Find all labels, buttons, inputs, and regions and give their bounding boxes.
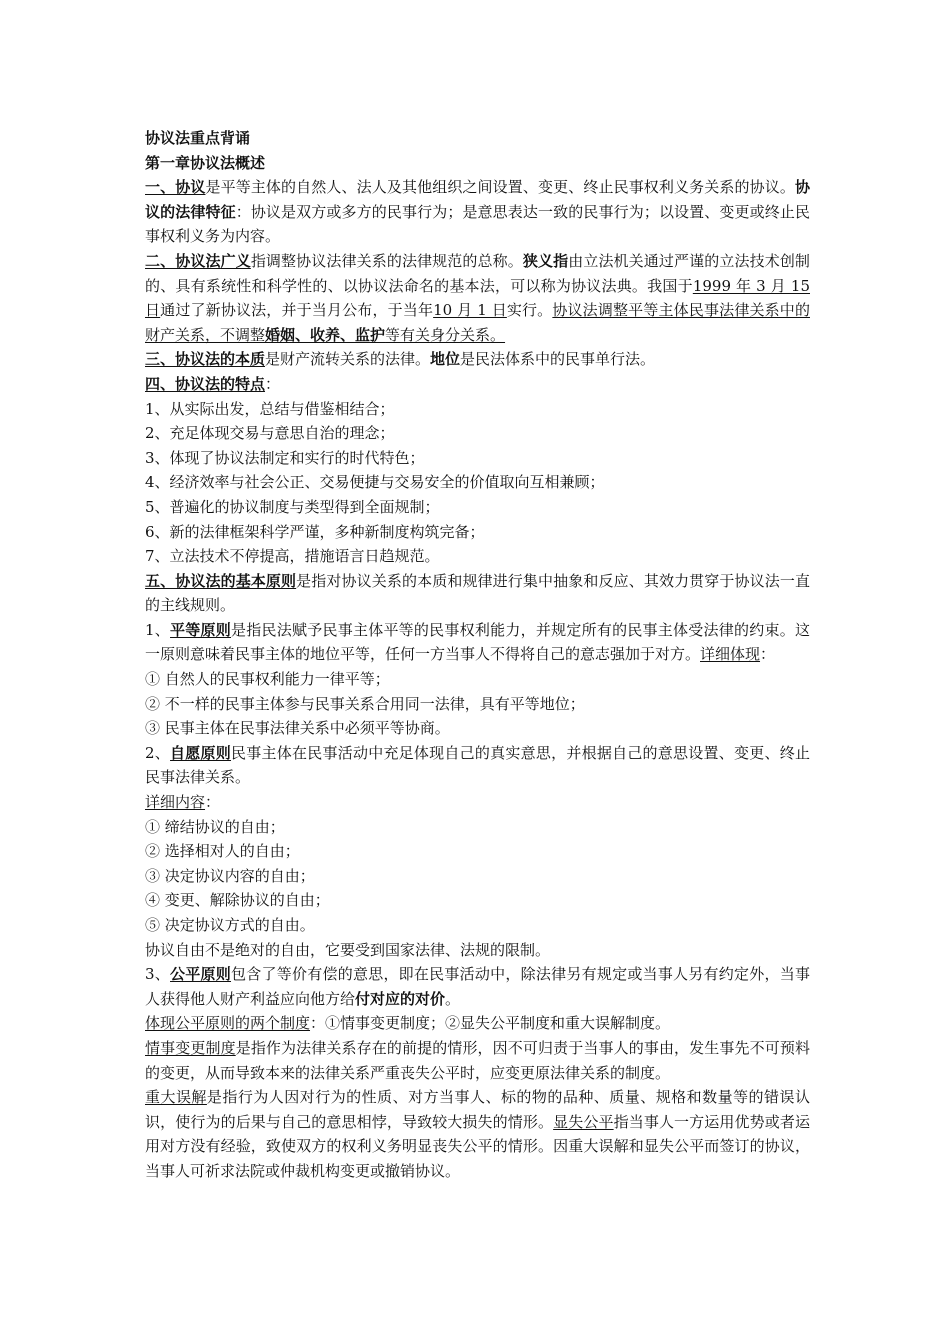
section-5-text: 是指对协议关系的本质和规律进行集中抽象和反应、其效力贯穿于协议法一直的主线规则。 (145, 571, 810, 615)
section-2-date-effective: 10 月 1 日 (433, 301, 507, 320)
section-1-paragraph (145, 175, 810, 249)
list-item: ① 缔结协议的自由； (145, 817, 285, 836)
section-2-text-2: 由立法机关通过严谨的立法技术创制的、具有系统性和科学性的、以协议法命名的基本法，可以称为协议法典。我国于 (145, 251, 810, 295)
section-4-heading: 四、协议法的特点 (145, 374, 266, 393)
section-2-excluded: 婚姻、收养、监护 (265, 325, 386, 344)
list-item: ③ 决定协议内容的自由； (145, 866, 315, 885)
principle-2-detail-label: 详细内容 (145, 793, 206, 812)
list-item: 1、从实际出发，总结与借鉴相结合； (145, 399, 395, 418)
principle-3-period: 。 (445, 989, 461, 1008)
chapter-heading: 第一章协议法概述 (145, 153, 266, 172)
section-2-term-narrow: 狭义指 (522, 251, 569, 270)
misunderstanding-text: 是指行为人因对行为的性质、对方当事人、标的物的品种、质量、规格和数量等的错误认识，使行为的后果与自己的意思相悖，导致较大损失的情形。 (145, 1088, 810, 1131)
section-2-date-passed: 1999 年 3 月 15 日 (145, 276, 810, 320)
section-2-text-4: 实行。 (506, 301, 553, 320)
section-3-text: 是财产流转关系的法律。 (265, 350, 431, 369)
unfairness-text: 指当事人一方运用优势或者运用对方没有经验，致使双方的权利义务明显丧失公平的情形。因重大误解和显失公平而签订的协议，当事人可祈求法院或仲裁机构变更或撤销协议。 (145, 1112, 810, 1180)
section-1-heading: 一、协议 (145, 178, 206, 197)
document-page (145, 126, 810, 1184)
list-item: ① 自然人的民事权利能力一律平等； (145, 670, 390, 689)
principle-1-heading: 平等原则 (170, 620, 232, 639)
principle-2-number: 2、 (145, 743, 171, 762)
principle-2-text: 民事主体在民事活动中充足体现自己的真实意思，并根据自己的意思设置、变更、终止民事法律关系。 (145, 743, 810, 787)
list-item: 2、充足体现交易与意思自治的理念； (145, 424, 395, 443)
principle-1-number: 1、 (145, 620, 171, 639)
section-5-paragraph (145, 569, 810, 618)
section-2-text: 指调整协议法律关系的法律规范的总称。 (250, 251, 523, 270)
section-2-term-broad: 广义 (220, 251, 251, 270)
section-5-heading (145, 572, 296, 590)
section-3-text-2: 是民法体系中的民事单行法。 (460, 350, 656, 369)
list-item: ② 选择相对人的自由； (145, 842, 300, 861)
unfairness-term: 显失公平 (553, 1112, 614, 1131)
section-2-scope-text-2: 等有关身分关系。 (385, 325, 506, 344)
change-of-circumstances-paragraph (145, 1036, 810, 1085)
principle-2-heading: 自愿原则 (170, 743, 232, 762)
fairness-systems-line (145, 1011, 810, 1036)
misunderstanding-term: 重大误解 (145, 1088, 207, 1107)
principle-3-number: 3、 (145, 965, 171, 984)
section-5-heading-text: 五、协议法的基本原则 (145, 571, 297, 590)
list-item: ⑤ 决定协议方式的自由。 (145, 916, 315, 934)
list-item: 5、普遍化的协议制度与类型得到全面规制； (145, 497, 440, 516)
document-title: 协议法重点背诵 (145, 129, 251, 147)
list-item: 4、经济效率与社会公正、交易便捷与交易安全的价值取向互相兼顾； (145, 473, 605, 492)
principle-3-text: 包含了等价有偿的意思，即在民事活动中，除法律另有规定或当事人另有约定外，当事人获得他人财产利益应向他方给 (145, 965, 810, 1008)
section-4-colon: ： (265, 374, 281, 393)
list-item: ② 不一样的民事主体参与民事关系合用同一法律，具有平等地位； (145, 694, 585, 713)
section-2-scope-text: 协议法调整平等主体民事法律关系中的财产关系，不调整 (145, 301, 810, 344)
fairness-systems-text: ：①情事变更制度；②显失公平制度和重大误解制度。 (310, 1014, 671, 1033)
section-3-term: 地位 (430, 350, 461, 369)
change-of-circumstances-term: 情事变更制度 (145, 1038, 236, 1057)
principle-2-detail-line (145, 790, 810, 815)
principle-2-colon: ： (205, 793, 221, 812)
principle-1-paragraph (145, 618, 810, 667)
fairness-systems-label: 体现公平原则的两个制度 (145, 1014, 311, 1033)
principle-2-note: 协议自由不是绝对的自由，它要受到国家法律、法规的限制。 (145, 940, 551, 959)
list-item: ④ 变更、解除协议的自由； (145, 891, 330, 910)
principle-1-text: 是指民法赋予民事主体平等的民事权利能力，并规定所有的民事主体受法律的约束。这一原则意味着民事主体的地位平等，任何一方当事人不得将自己的意志强加于对方。 (145, 620, 810, 664)
principle-3-heading: 公平原则 (170, 965, 232, 984)
misunderstanding-paragraph (145, 1085, 810, 1183)
section-4-heading-line (145, 372, 810, 397)
principle-3-paragraph (145, 962, 810, 1011)
change-of-circumstances-text: 是指作为法律关系存在的前提的情形，因不可归责于当事人的事由，发生事先不可预料的变更，从而导致本来的法律关系严重丧失公平时，应变更原法律关系的制度。 (145, 1038, 810, 1082)
principle-2-paragraph (145, 741, 810, 790)
list-item: 6、新的法律框架科学严谨，多种新制度构筑完备； (145, 522, 485, 541)
section-2-heading: 二、协议法 (145, 251, 221, 270)
section-3-heading: 三、协议法的本质 (145, 350, 266, 369)
principle-3-term: 付对应的对价 (355, 989, 446, 1008)
section-2-text-3: 通过了新协议法，并于当月公布，于当年 (160, 301, 434, 320)
section-1-text-2: ：协议是双方或多方的民事行为；是意思表达一致的民事行为；以设置、变更或终止民事权利义务为内容。 (145, 202, 810, 246)
list-item: ③ 民事主体在民事法律关系中必须平等协商。 (145, 719, 450, 738)
section-2-paragraph (145, 249, 810, 347)
section-1-text: 是平等主体的自然人、法人及其他组织之间设置、变更、终止民事权利义务关系的协议。 (205, 178, 795, 197)
principle-1-detail-label: 详细体现 (700, 645, 761, 664)
section-1-term: 协议的法律特征 (145, 178, 810, 221)
list-item: 7、立法技术不停提高，措施语言日趋规范。 (145, 547, 440, 566)
list-item: 3、体现了协议法制定和实行的时代特色； (145, 448, 425, 467)
section-3-paragraph (145, 347, 810, 372)
principle-1-colon: ： (760, 645, 776, 664)
